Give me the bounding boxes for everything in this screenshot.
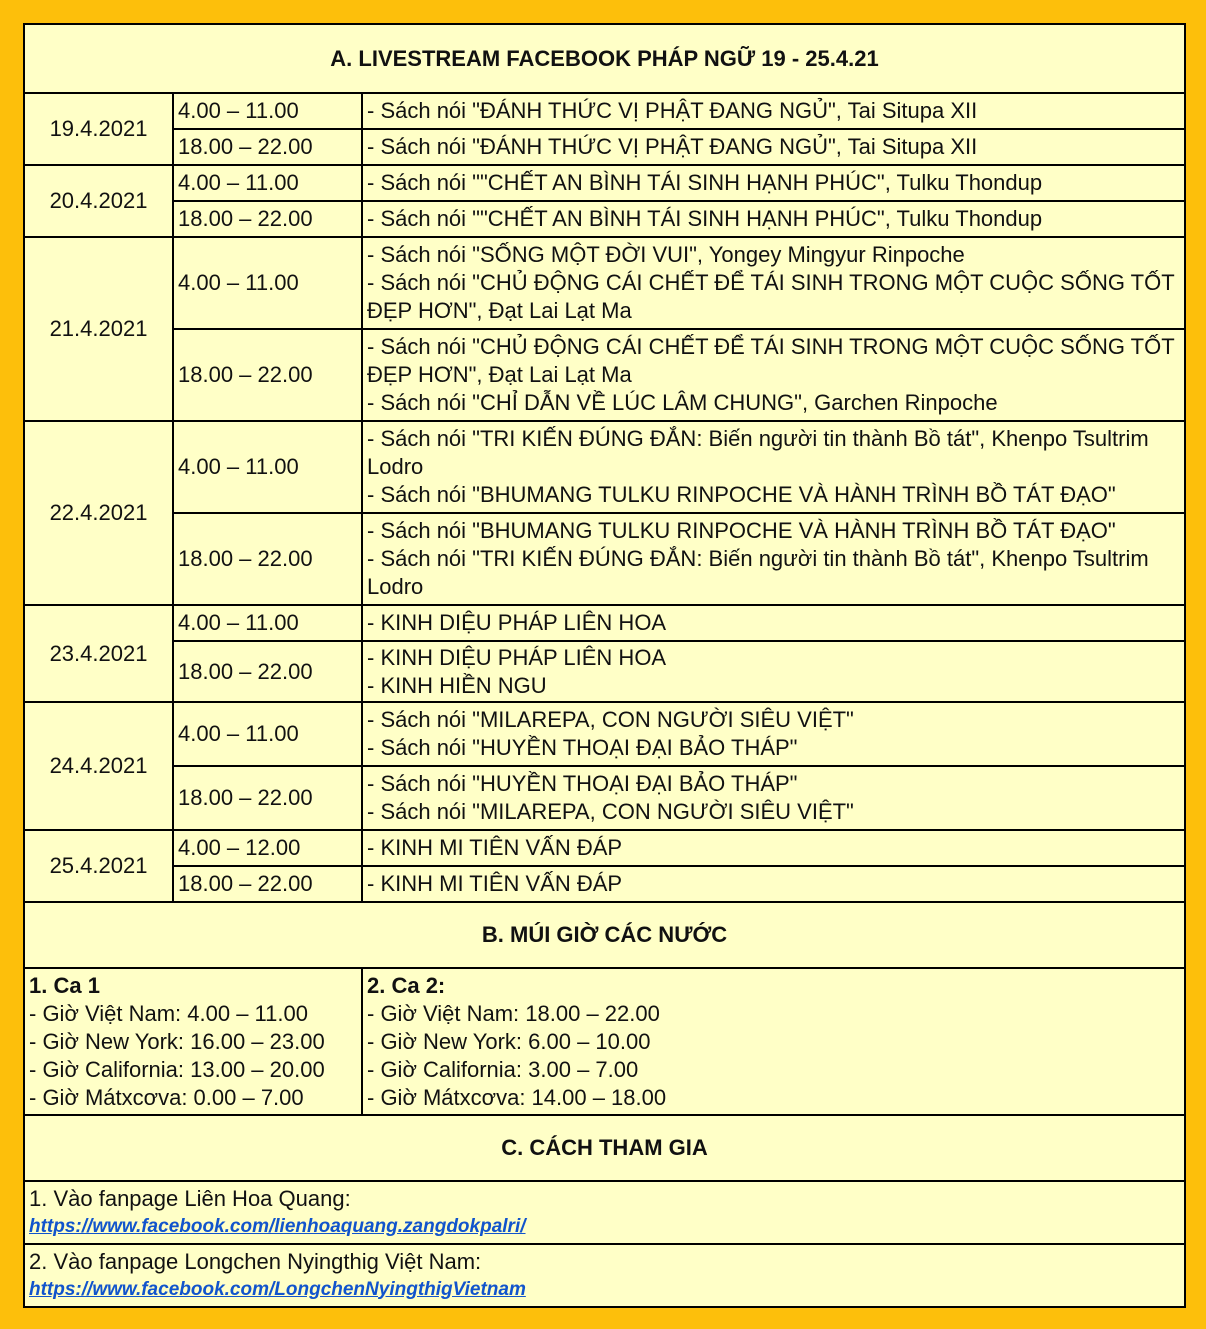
- fanpage-link[interactable]: https://www.facebook.com/lienhoaquang.zangdokpalri/: [29, 1215, 526, 1237]
- schedule-item: - Sách nói ""CHẾT AN BÌNH TÁI SINH HẠNH PHÚC", Tulku Thondup: [367, 206, 1043, 231]
- schedule-row: [24, 605, 1185, 641]
- schedule-item: - Sách nói ""CHẾT AN BÌNH TÁI SINH HẠNH PHÚC", Tulku Thondup: [367, 170, 1043, 195]
- schedule-sheet: [23, 23, 1184, 1305]
- schedule-time: 4.00 – 11.00: [173, 237, 362, 329]
- shift-2-line: - Giờ Việt Nam: 18.00 – 22.00: [367, 1000, 660, 1026]
- schedule-time: 18.00 – 22.00: [173, 866, 362, 902]
- schedule-time: 18.00 – 22.00: [173, 766, 362, 830]
- schedule-item: - Sách nói "SỐNG MỘT ĐỜI VUI", Yongey Mingyur Rinpoche: [367, 242, 965, 267]
- shift-2-line: - Giờ New York: 6.00 – 10.00: [367, 1028, 651, 1054]
- schedule-item: - Sách nói "ĐÁNH THỨC VỊ PHẬT ĐANG NGỦ", Tai Situpa XII: [367, 134, 978, 159]
- schedule-content: [362, 605, 1185, 641]
- section-a-title: A. LIVESTREAM FACEBOOK PHÁP NGỮ 19 - 25.4.21: [24, 24, 1185, 93]
- schedule-row: [24, 702, 1185, 766]
- shift-1-line: - Giờ New York: 16.00 – 23.00: [29, 1028, 325, 1054]
- shift-1-line: - Giờ Mátxcơva: 0.00 – 7.00: [29, 1084, 304, 1110]
- schedule-item: - Sách nói "MILAREPA, CON NGƯỜI SIÊU VIỆT": [367, 707, 854, 732]
- schedule-row: [24, 237, 1185, 329]
- join-label: 1. Vào fanpage Liên Hoa Quang:: [29, 1185, 351, 1211]
- join-label: 2. Vào fanpage Longchen Nyingthig Việt Nam:: [29, 1248, 482, 1274]
- schedule-date: 22.4.2021: [24, 421, 173, 605]
- schedule-content: [362, 766, 1185, 830]
- fanpage-link[interactable]: https://www.facebook.com/LongchenNyingthigVietnam: [29, 1278, 526, 1300]
- schedule-content: [362, 830, 1185, 866]
- schedule-item: - Sách nói "MILAREPA, CON NGƯỜI SIÊU VIỆT": [367, 799, 854, 824]
- shift-2-line: - Giờ California: 3.00 – 7.00: [367, 1056, 639, 1082]
- schedule-table: [23, 23, 1186, 1308]
- schedule-item: - KINH DIỆU PHÁP LIÊN HOA: [367, 610, 667, 635]
- schedule-date: 19.4.2021: [24, 93, 173, 165]
- schedule-date: 23.4.2021: [24, 605, 173, 702]
- schedule-row: [24, 766, 1185, 830]
- schedule-content: [362, 237, 1185, 329]
- schedule-row: [24, 329, 1185, 421]
- schedule-row: [24, 421, 1185, 513]
- schedule-date: 24.4.2021: [24, 702, 173, 830]
- schedule-item: - Sách nói "TRI KIẾN ĐÚNG ĐẮN: Biến người tin thành Bồ tát", Khenpo Tsultrim Lodro: [367, 546, 1149, 599]
- schedule-row: [24, 866, 1185, 902]
- schedule-item: - Sách nói "BHUMANG TULKU RINPOCHE VÀ HÀNH TRÌNH BỒ TÁT ĐẠO": [367, 518, 1116, 543]
- schedule-time: 4.00 – 12.00: [173, 830, 362, 866]
- schedule-row: [24, 641, 1185, 702]
- schedule-time: 18.00 – 22.00: [173, 329, 362, 421]
- schedule-item: - Sách nói "CHỦ ĐỘNG CÁI CHẾT ĐỂ TÁI SINH TRONG MỘT CUỘC SỐNG TỐT ĐẸP HƠN", Đạt Lai Lạt Ma: [367, 270, 1175, 323]
- schedule-time: 4.00 – 11.00: [173, 93, 362, 129]
- timezone-shift-2: [362, 968, 1185, 1115]
- schedule-time: 4.00 – 11.00: [173, 702, 362, 766]
- schedule-item: - Sách nói "TRI KIẾN ĐÚNG ĐẮN: Biến người tin thành Bồ tát", Khenpo Tsultrim Lodro: [367, 426, 1149, 479]
- schedule-content: [362, 165, 1185, 201]
- schedule-row: [24, 201, 1185, 237]
- schedule-time: 18.00 – 22.00: [173, 641, 362, 702]
- schedule-time: 18.00 – 22.00: [173, 129, 362, 165]
- schedule-item: - KINH MI TIÊN VẤN ĐÁP: [367, 871, 623, 896]
- shift-1-heading: 1. Ca 1: [29, 972, 100, 998]
- schedule-time: 18.00 – 22.00: [173, 201, 362, 237]
- schedule-date: 20.4.2021: [24, 165, 173, 237]
- schedule-content: [362, 329, 1185, 421]
- section-b-title: B. MÚI GIỜ CÁC NƯỚC: [24, 902, 1185, 968]
- schedule-item: - KINH MI TIÊN VẤN ĐÁP: [367, 835, 623, 860]
- schedule-content: [362, 201, 1185, 237]
- schedule-item: - Sách nói "BHUMANG TULKU RINPOCHE VÀ HÀNH TRÌNH BỒ TÁT ĐẠO": [367, 482, 1116, 507]
- schedule-item: - Sách nói "HUYỀN THOẠI ĐẠI BẢO THÁP": [367, 735, 798, 760]
- schedule-item: - KINH DIỆU PHÁP LIÊN HOA: [367, 644, 667, 670]
- schedule-item: - Sách nói "CHỈ DẪN VỀ LÚC LÂM CHUNG", Garchen Rinpoche: [367, 390, 998, 415]
- schedule-content: [362, 641, 1185, 702]
- schedule-row: [24, 830, 1185, 866]
- join-step: [24, 1181, 1185, 1244]
- schedule-row: [24, 129, 1185, 165]
- shift-2-heading: 2. Ca 2:: [367, 972, 446, 998]
- schedule-content: [362, 93, 1185, 129]
- schedule-time: 4.00 – 11.00: [173, 165, 362, 201]
- section-c-title: C. CÁCH THAM GIA: [24, 1115, 1185, 1181]
- schedule-time: 18.00 – 22.00: [173, 513, 362, 605]
- schedule-content: [362, 513, 1185, 605]
- shift-2-line: - Giờ Mátxcơva: 14.00 – 18.00: [367, 1084, 667, 1110]
- schedule-date: 21.4.2021: [24, 237, 173, 421]
- schedule-content: [362, 866, 1185, 902]
- schedule-content: [362, 129, 1185, 165]
- schedule-row: [24, 93, 1185, 129]
- schedule-item: - Sách nói "HUYỀN THOẠI ĐẠI BẢO THÁP": [367, 771, 798, 796]
- schedule-time: 4.00 – 11.00: [173, 605, 362, 641]
- schedule-content: [362, 702, 1185, 766]
- schedule-row: [24, 165, 1185, 201]
- schedule-row: [24, 513, 1185, 605]
- schedule-content: [362, 421, 1185, 513]
- schedule-time: 4.00 – 11.00: [173, 421, 362, 513]
- schedule-item: - Sách nói "ĐÁNH THỨC VỊ PHẬT ĐANG NGỦ", Tai Situpa XII: [367, 98, 978, 123]
- schedule-item: - KINH HIỀN NGU: [367, 672, 547, 698]
- shift-1-line: - Giờ California: 13.00 – 20.00: [29, 1056, 325, 1082]
- timezone-shift-1: [24, 968, 362, 1115]
- schedule-item: - Sách nói "CHỦ ĐỘNG CÁI CHẾT ĐỂ TÁI SINH TRONG MỘT CUỘC SỐNG TỐT ĐẸP HƠN", Đạt Lai Lạt Ma: [367, 334, 1175, 387]
- schedule-date: 25.4.2021: [24, 830, 173, 902]
- shift-1-line: - Giờ Việt Nam: 4.00 – 11.00: [29, 1000, 308, 1026]
- join-step: [24, 1244, 1185, 1307]
